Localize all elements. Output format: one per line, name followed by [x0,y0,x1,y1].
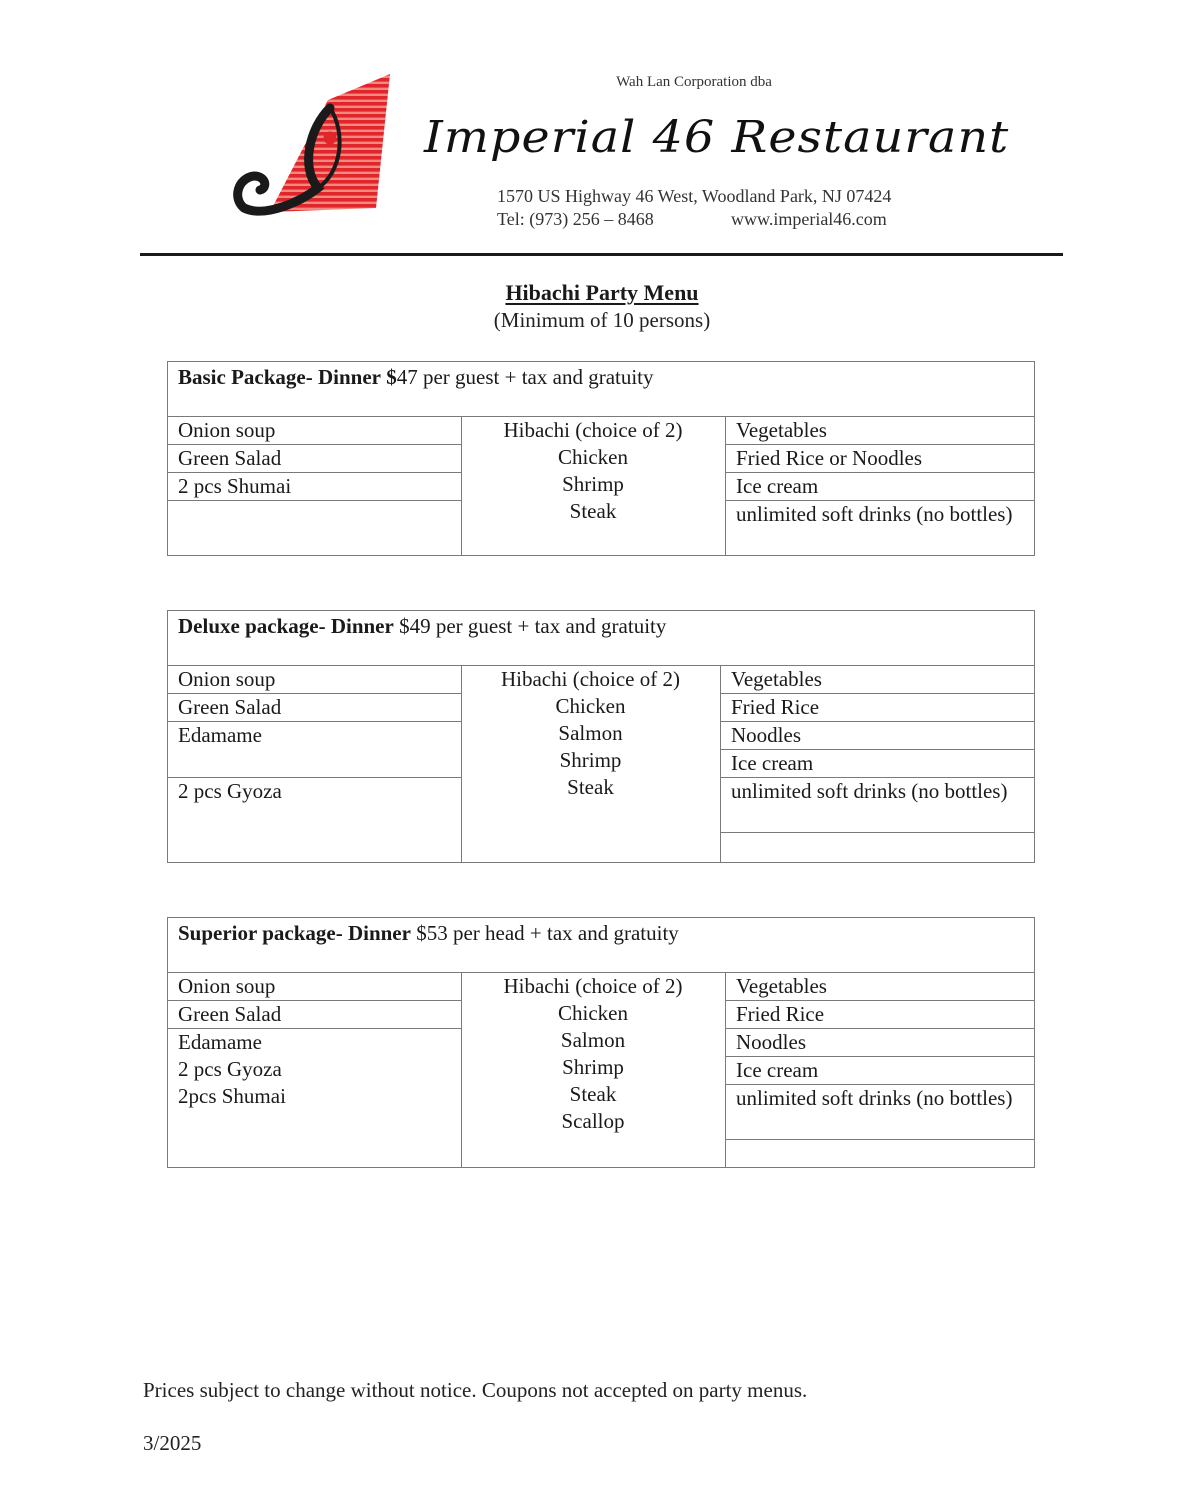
sides-column [725,417,1034,556]
appetizer-item: Green Salad [168,445,461,473]
hibachi-choice: Chicken [558,445,628,469]
hibachi-choice: Scallop [561,1109,625,1133]
appetizer-item: Green Salad [168,1001,461,1029]
hibachi-choice: Salmon [558,721,623,745]
menu-title: Hibachi Party Menu [505,280,699,305]
side-item: Ice cream [725,473,1034,501]
hibachi-heading: Hibachi (choice of 2) [500,667,680,691]
appetizer-item: Onion soup [168,666,461,694]
disclaimer-note: Prices subject to change without notice. Coupons not accepted on party menus. [143,1378,808,1402]
hibachi-choice: Steak [569,499,617,523]
side-item: Fried Rice or Noodles [725,445,1034,473]
package-table-basic [167,361,1035,556]
header-divider [140,253,1063,256]
hibachi-choice: Steak [567,775,614,799]
hibachi-heading: Hibachi (choice of 2) [503,418,683,442]
appetizer-column [168,417,462,556]
side-item: unlimited soft drinks (no bottles) [725,501,1034,556]
side-item [720,833,1034,863]
appetizer-item: Edamame [178,1030,262,1054]
package-header: Deluxe package- Dinner $49 per guest + tax and gratuity [168,611,1034,666]
package-table-deluxe [167,610,1035,863]
side-item [725,1140,1034,1168]
phone-number: Tel: (973) 256 – 8468 [497,209,654,229]
hibachi-choice: Shrimp [562,1055,624,1079]
appetizer-item: 2 pcs Shumai [168,473,461,501]
side-item: Vegetables [725,973,1034,1001]
side-item: Ice cream [725,1057,1034,1085]
hibachi-choice: Salmon [560,1028,626,1052]
side-item: unlimited soft drinks (no bottles) [720,778,1034,833]
side-item: Fried Rice [725,1001,1034,1029]
hibachi-choice: Shrimp [562,472,624,496]
side-item: Noodles [720,722,1034,750]
side-item: Vegetables [720,666,1034,694]
hibachi-column [461,666,720,863]
package-table-superior [167,917,1035,1168]
side-item: unlimited soft drinks (no bottles) [725,1085,1034,1140]
appetizer-item: Edamame [168,722,461,778]
appetizer-column [168,973,462,1168]
sides-column [720,666,1034,863]
address: 1570 US Highway 46 West, Woodland Park, NJ 07424 [497,186,892,206]
appetizer-item [168,501,461,556]
appetizer-item: 2 pcs Gyoza [178,779,282,803]
side-item: Fried Rice [720,694,1034,722]
hibachi-heading: Hibachi (choice of 2) [503,974,683,998]
menu-date: 3/2025 [143,1431,202,1455]
menu-subtitle: (Minimum of 10 persons) [493,308,711,332]
appetizer-item: 2pcs Shumai [178,1084,286,1108]
restaurant-logo-icon [230,72,392,220]
appetizer-item: Green Salad [168,694,461,722]
hibachi-column [461,417,725,556]
contact-block [497,185,891,231]
hibachi-choice: Shrimp [559,748,622,772]
package-header: Basic Package- Dinner $47 per guest + tax and gratuity [168,362,1034,417]
appetizer-group [168,1029,461,1168]
side-item: Vegetables [725,417,1034,445]
hibachi-choice: Chicken [555,694,626,718]
restaurant-name: Imperial 46 Restaurant [424,112,1010,163]
corporation-name: Wah Lan Corporation dba [616,74,772,90]
appetizer-column [168,666,462,863]
package-header: Superior package- Dinner $53 per head + tax and gratuity [168,918,1034,973]
website-link[interactable]: www.imperial46.com [731,209,887,229]
hibachi-choice: Steak [569,1082,617,1106]
side-item: Ice cream [720,750,1034,778]
appetizer-item: Onion soup [168,417,461,445]
hibachi-choice: Chicken [558,1001,628,1025]
side-item: Noodles [725,1029,1034,1057]
hibachi-column [461,973,725,1168]
appetizer-item: Onion soup [168,973,461,1001]
sides-column [725,973,1034,1168]
appetizer-item: 2 pcs Gyoza [178,1057,282,1081]
